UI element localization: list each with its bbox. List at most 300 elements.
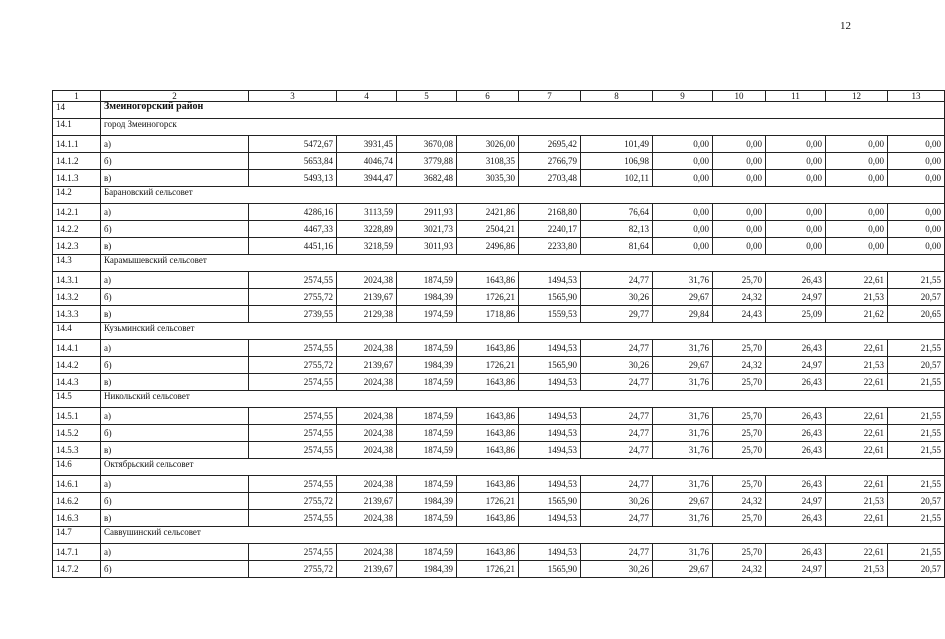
value-cell: 22,61 bbox=[826, 425, 888, 442]
value-cell: 0,00 bbox=[888, 136, 945, 153]
value-cell: 1643,86 bbox=[457, 476, 519, 493]
value-cell: 26,43 bbox=[766, 510, 826, 527]
value-cell: 21,55 bbox=[888, 425, 945, 442]
value-cell: 2024,38 bbox=[337, 476, 397, 493]
value-cell: 30,26 bbox=[581, 289, 653, 306]
row-label: в) bbox=[101, 170, 249, 187]
column-number-header: 2 bbox=[101, 91, 249, 102]
value-cell: 22,61 bbox=[826, 442, 888, 459]
row-label: в) bbox=[101, 442, 249, 459]
row-code: 14.1.2 bbox=[53, 153, 101, 170]
value-cell: 2755,72 bbox=[249, 493, 337, 510]
value-cell: 0,00 bbox=[653, 238, 713, 255]
value-cell: 0,00 bbox=[713, 204, 766, 221]
value-cell: 22,61 bbox=[826, 510, 888, 527]
district-row bbox=[53, 102, 945, 119]
value-cell: 5472,67 bbox=[249, 136, 337, 153]
row-label: в) bbox=[101, 238, 249, 255]
row-code: 14.1.3 bbox=[53, 170, 101, 187]
row-label: в) bbox=[101, 510, 249, 527]
value-cell: 1643,86 bbox=[457, 374, 519, 391]
value-cell: 1874,59 bbox=[397, 272, 457, 289]
value-cell: 24,97 bbox=[766, 561, 826, 578]
column-number-header: 9 bbox=[653, 91, 713, 102]
value-cell: 24,77 bbox=[581, 425, 653, 442]
value-cell: 31,76 bbox=[653, 408, 713, 425]
value-cell: 3026,00 bbox=[457, 136, 519, 153]
table-row bbox=[53, 136, 945, 153]
value-cell: 2695,42 bbox=[519, 136, 581, 153]
value-cell: 1726,21 bbox=[457, 493, 519, 510]
value-cell: 3944,47 bbox=[337, 170, 397, 187]
section-row bbox=[53, 187, 945, 204]
value-cell: 2139,67 bbox=[337, 357, 397, 374]
value-cell: 0,00 bbox=[888, 204, 945, 221]
row-code: 14.4.2 bbox=[53, 357, 101, 374]
value-cell: 1565,90 bbox=[519, 493, 581, 510]
value-cell: 1874,59 bbox=[397, 408, 457, 425]
value-cell: 0,00 bbox=[766, 170, 826, 187]
column-number-header: 5 bbox=[397, 91, 457, 102]
value-cell: 1974,59 bbox=[397, 306, 457, 323]
value-cell: 20,57 bbox=[888, 289, 945, 306]
table-row bbox=[53, 561, 945, 578]
value-cell: 0,00 bbox=[826, 170, 888, 187]
value-cell: 0,00 bbox=[653, 221, 713, 238]
row-label: б) bbox=[101, 561, 249, 578]
table-row bbox=[53, 340, 945, 357]
value-cell: 2024,38 bbox=[337, 425, 397, 442]
row-code: 14.7.1 bbox=[53, 544, 101, 561]
section-name: Октябрьский сельсовет bbox=[101, 459, 945, 476]
section-code: 14.6 bbox=[53, 459, 101, 476]
value-cell: 4046,74 bbox=[337, 153, 397, 170]
value-cell: 1874,59 bbox=[397, 425, 457, 442]
value-cell: 29,67 bbox=[653, 357, 713, 374]
value-cell: 20,57 bbox=[888, 357, 945, 374]
value-cell: 2024,38 bbox=[337, 544, 397, 561]
value-cell: 2739,55 bbox=[249, 306, 337, 323]
header-row bbox=[53, 91, 945, 102]
section-row bbox=[53, 255, 945, 272]
column-number-header: 12 bbox=[826, 91, 888, 102]
value-cell: 22,61 bbox=[826, 408, 888, 425]
value-cell: 21,55 bbox=[888, 544, 945, 561]
value-cell: 0,00 bbox=[713, 153, 766, 170]
row-code: 14.5.2 bbox=[53, 425, 101, 442]
column-number-header: 4 bbox=[337, 91, 397, 102]
row-label: б) bbox=[101, 221, 249, 238]
value-cell: 25,70 bbox=[713, 442, 766, 459]
district-name: Змеиногорский район bbox=[101, 102, 945, 119]
value-cell: 20,65 bbox=[888, 306, 945, 323]
row-label: б) bbox=[101, 153, 249, 170]
value-cell: 3218,59 bbox=[337, 238, 397, 255]
section-row bbox=[53, 391, 945, 408]
row-code: 14.4.3 bbox=[53, 374, 101, 391]
value-cell: 1874,59 bbox=[397, 374, 457, 391]
value-cell: 25,70 bbox=[713, 340, 766, 357]
section-code: 14.2 bbox=[53, 187, 101, 204]
value-cell: 25,70 bbox=[713, 476, 766, 493]
value-cell: 22,61 bbox=[826, 374, 888, 391]
value-cell: 101,49 bbox=[581, 136, 653, 153]
value-cell: 1494,53 bbox=[519, 374, 581, 391]
value-cell: 21,55 bbox=[888, 510, 945, 527]
value-cell: 24,77 bbox=[581, 374, 653, 391]
value-cell: 26,43 bbox=[766, 408, 826, 425]
value-cell: 21,55 bbox=[888, 272, 945, 289]
value-cell: 1494,53 bbox=[519, 544, 581, 561]
value-cell: 5653,84 bbox=[249, 153, 337, 170]
value-cell: 25,70 bbox=[713, 425, 766, 442]
section-name: город Змеиногорск bbox=[101, 119, 945, 136]
value-cell: 21,53 bbox=[826, 493, 888, 510]
value-cell: 1643,86 bbox=[457, 272, 519, 289]
value-cell: 5493,13 bbox=[249, 170, 337, 187]
value-cell: 21,55 bbox=[888, 374, 945, 391]
value-cell: 1726,21 bbox=[457, 357, 519, 374]
row-label: б) bbox=[101, 289, 249, 306]
value-cell: 2024,38 bbox=[337, 340, 397, 357]
value-cell: 30,26 bbox=[581, 561, 653, 578]
value-cell: 24,77 bbox=[581, 340, 653, 357]
table-row bbox=[53, 221, 945, 238]
value-cell: 26,43 bbox=[766, 374, 826, 391]
value-cell: 31,76 bbox=[653, 272, 713, 289]
value-cell: 24,97 bbox=[766, 357, 826, 374]
column-number-header: 8 bbox=[581, 91, 653, 102]
value-cell: 20,57 bbox=[888, 493, 945, 510]
value-cell: 1494,53 bbox=[519, 442, 581, 459]
row-code: 14.6.3 bbox=[53, 510, 101, 527]
table-row bbox=[53, 357, 945, 374]
value-cell: 2024,38 bbox=[337, 510, 397, 527]
value-cell: 0,00 bbox=[766, 204, 826, 221]
column-number-header: 11 bbox=[766, 91, 826, 102]
value-cell: 0,00 bbox=[766, 221, 826, 238]
section-name: Никольский сельсовет bbox=[101, 391, 945, 408]
row-code: 14.6.1 bbox=[53, 476, 101, 493]
value-cell: 1984,39 bbox=[397, 357, 457, 374]
value-cell: 24,77 bbox=[581, 510, 653, 527]
value-cell: 21,53 bbox=[826, 289, 888, 306]
value-cell: 1494,53 bbox=[519, 510, 581, 527]
value-cell: 2703,48 bbox=[519, 170, 581, 187]
value-cell: 4467,33 bbox=[249, 221, 337, 238]
value-cell: 1494,53 bbox=[519, 425, 581, 442]
value-cell: 81,64 bbox=[581, 238, 653, 255]
row-label: в) bbox=[101, 374, 249, 391]
row-label: а) bbox=[101, 476, 249, 493]
row-label: а) bbox=[101, 408, 249, 425]
value-cell: 2574,55 bbox=[249, 272, 337, 289]
value-cell: 26,43 bbox=[766, 442, 826, 459]
value-cell: 1565,90 bbox=[519, 289, 581, 306]
value-cell: 0,00 bbox=[888, 170, 945, 187]
value-cell: 3931,45 bbox=[337, 136, 397, 153]
table-row bbox=[53, 425, 945, 442]
row-code: 14.2.1 bbox=[53, 204, 101, 221]
value-cell: 31,76 bbox=[653, 340, 713, 357]
value-cell: 1874,59 bbox=[397, 442, 457, 459]
row-label: б) bbox=[101, 493, 249, 510]
row-label: б) bbox=[101, 357, 249, 374]
value-cell: 2024,38 bbox=[337, 442, 397, 459]
value-cell: 29,67 bbox=[653, 561, 713, 578]
row-code: 14.3.3 bbox=[53, 306, 101, 323]
value-cell: 2240,17 bbox=[519, 221, 581, 238]
value-cell: 1494,53 bbox=[519, 408, 581, 425]
value-cell: 22,61 bbox=[826, 340, 888, 357]
value-cell: 3021,73 bbox=[397, 221, 457, 238]
value-cell: 20,57 bbox=[888, 561, 945, 578]
value-cell: 1874,59 bbox=[397, 544, 457, 561]
table-row bbox=[53, 238, 945, 255]
value-cell: 2574,55 bbox=[249, 340, 337, 357]
value-cell: 0,00 bbox=[653, 153, 713, 170]
value-cell: 21,53 bbox=[826, 561, 888, 578]
value-cell: 30,26 bbox=[581, 493, 653, 510]
section-code: 14.1 bbox=[53, 119, 101, 136]
value-cell: 31,76 bbox=[653, 442, 713, 459]
table-row bbox=[53, 204, 945, 221]
value-cell: 0,00 bbox=[653, 170, 713, 187]
value-cell: 0,00 bbox=[888, 153, 945, 170]
value-cell: 1726,21 bbox=[457, 289, 519, 306]
value-cell: 1494,53 bbox=[519, 340, 581, 357]
table-row bbox=[53, 272, 945, 289]
value-cell: 22,61 bbox=[826, 544, 888, 561]
value-cell: 21,55 bbox=[888, 340, 945, 357]
value-cell: 1874,59 bbox=[397, 476, 457, 493]
value-cell: 0,00 bbox=[826, 153, 888, 170]
value-cell: 0,00 bbox=[766, 136, 826, 153]
table-row bbox=[53, 493, 945, 510]
value-cell: 2139,67 bbox=[337, 289, 397, 306]
section-code: 14.3 bbox=[53, 255, 101, 272]
section-name: Карамышевский сельсовет bbox=[101, 255, 945, 272]
value-cell: 2024,38 bbox=[337, 408, 397, 425]
value-cell: 26,43 bbox=[766, 476, 826, 493]
value-cell: 24,77 bbox=[581, 272, 653, 289]
value-cell: 24,32 bbox=[713, 493, 766, 510]
value-cell: 0,00 bbox=[713, 170, 766, 187]
row-code: 14.5.3 bbox=[53, 442, 101, 459]
value-cell: 2755,72 bbox=[249, 357, 337, 374]
value-cell: 2574,55 bbox=[249, 510, 337, 527]
value-cell: 3670,08 bbox=[397, 136, 457, 153]
value-cell: 4286,16 bbox=[249, 204, 337, 221]
value-cell: 31,76 bbox=[653, 425, 713, 442]
value-cell: 1643,86 bbox=[457, 544, 519, 561]
value-cell: 24,77 bbox=[581, 442, 653, 459]
value-cell: 1494,53 bbox=[519, 272, 581, 289]
value-cell: 0,00 bbox=[653, 136, 713, 153]
value-cell: 29,67 bbox=[653, 289, 713, 306]
value-cell: 0,00 bbox=[826, 221, 888, 238]
section-row bbox=[53, 119, 945, 136]
row-label: а) bbox=[101, 204, 249, 221]
row-code: 14.3.2 bbox=[53, 289, 101, 306]
value-cell: 2139,67 bbox=[337, 493, 397, 510]
value-cell: 2574,55 bbox=[249, 374, 337, 391]
row-code: 14.5.1 bbox=[53, 408, 101, 425]
value-cell: 1494,53 bbox=[519, 476, 581, 493]
section-row bbox=[53, 527, 945, 544]
value-cell: 26,43 bbox=[766, 272, 826, 289]
value-cell: 31,76 bbox=[653, 374, 713, 391]
value-cell: 0,00 bbox=[713, 221, 766, 238]
value-cell: 31,76 bbox=[653, 476, 713, 493]
value-cell: 31,76 bbox=[653, 544, 713, 561]
value-cell: 0,00 bbox=[826, 238, 888, 255]
value-cell: 4451,16 bbox=[249, 238, 337, 255]
value-cell: 2755,72 bbox=[249, 289, 337, 306]
value-cell: 2574,55 bbox=[249, 442, 337, 459]
table-row bbox=[53, 510, 945, 527]
value-cell: 2139,67 bbox=[337, 561, 397, 578]
tariff-table bbox=[52, 90, 945, 578]
value-cell: 24,77 bbox=[581, 476, 653, 493]
value-cell: 0,00 bbox=[826, 204, 888, 221]
column-number-header: 3 bbox=[249, 91, 337, 102]
value-cell: 2024,38 bbox=[337, 272, 397, 289]
value-cell: 1565,90 bbox=[519, 357, 581, 374]
value-cell: 0,00 bbox=[826, 136, 888, 153]
value-cell: 25,70 bbox=[713, 374, 766, 391]
value-cell: 29,67 bbox=[653, 493, 713, 510]
value-cell: 30,26 bbox=[581, 357, 653, 374]
value-cell: 1643,86 bbox=[457, 340, 519, 357]
value-cell: 2496,86 bbox=[457, 238, 519, 255]
row-label: б) bbox=[101, 425, 249, 442]
section-code: 14.7 bbox=[53, 527, 101, 544]
column-number-header: 1 bbox=[53, 91, 101, 102]
value-cell: 3108,35 bbox=[457, 153, 519, 170]
value-cell: 1565,90 bbox=[519, 561, 581, 578]
value-cell: 21,62 bbox=[826, 306, 888, 323]
table-row bbox=[53, 374, 945, 391]
value-cell: 24,32 bbox=[713, 561, 766, 578]
row-label: а) bbox=[101, 544, 249, 561]
table-row bbox=[53, 170, 945, 187]
section-code: 14.5 bbox=[53, 391, 101, 408]
page-number: 12 bbox=[840, 20, 851, 32]
value-cell: 21,55 bbox=[888, 442, 945, 459]
column-number-header: 10 bbox=[713, 91, 766, 102]
value-cell: 3779,88 bbox=[397, 153, 457, 170]
value-cell: 26,43 bbox=[766, 340, 826, 357]
value-cell: 1874,59 bbox=[397, 340, 457, 357]
value-cell: 1643,86 bbox=[457, 408, 519, 425]
value-cell: 0,00 bbox=[766, 153, 826, 170]
row-code: 14.7.2 bbox=[53, 561, 101, 578]
row-label: в) bbox=[101, 306, 249, 323]
value-cell: 2233,80 bbox=[519, 238, 581, 255]
value-cell: 24,97 bbox=[766, 493, 826, 510]
value-cell: 1984,39 bbox=[397, 561, 457, 578]
table-body bbox=[53, 91, 945, 578]
value-cell: 1643,86 bbox=[457, 442, 519, 459]
value-cell: 1984,39 bbox=[397, 289, 457, 306]
value-cell: 24,77 bbox=[581, 544, 653, 561]
value-cell: 2574,55 bbox=[249, 544, 337, 561]
value-cell: 25,09 bbox=[766, 306, 826, 323]
row-label: а) bbox=[101, 272, 249, 289]
table-row bbox=[53, 306, 945, 323]
value-cell: 2129,38 bbox=[337, 306, 397, 323]
section-name: Кузьминский сельсовет bbox=[101, 323, 945, 340]
row-code: 14.2.3 bbox=[53, 238, 101, 255]
value-cell: 21,55 bbox=[888, 476, 945, 493]
value-cell: 0,00 bbox=[888, 221, 945, 238]
section-name: Барановский сельсовет bbox=[101, 187, 945, 204]
value-cell: 2421,86 bbox=[457, 204, 519, 221]
value-cell: 24,32 bbox=[713, 289, 766, 306]
table-row bbox=[53, 289, 945, 306]
value-cell: 1984,39 bbox=[397, 493, 457, 510]
table-row bbox=[53, 442, 945, 459]
value-cell: 25,70 bbox=[713, 272, 766, 289]
value-cell: 106,98 bbox=[581, 153, 653, 170]
value-cell: 2574,55 bbox=[249, 408, 337, 425]
value-cell: 26,43 bbox=[766, 425, 826, 442]
value-cell: 1718,86 bbox=[457, 306, 519, 323]
value-cell: 24,43 bbox=[713, 306, 766, 323]
value-cell: 82,13 bbox=[581, 221, 653, 238]
value-cell: 2168,80 bbox=[519, 204, 581, 221]
row-code: 14.6.2 bbox=[53, 493, 101, 510]
value-cell: 1726,21 bbox=[457, 561, 519, 578]
value-cell: 0,00 bbox=[766, 238, 826, 255]
value-cell: 24,32 bbox=[713, 357, 766, 374]
table-row bbox=[53, 544, 945, 561]
value-cell: 2024,38 bbox=[337, 374, 397, 391]
value-cell: 2574,55 bbox=[249, 425, 337, 442]
value-cell: 2504,21 bbox=[457, 221, 519, 238]
section-name: Саввушинский сельсовет bbox=[101, 527, 945, 544]
value-cell: 3228,89 bbox=[337, 221, 397, 238]
value-cell: 0,00 bbox=[888, 238, 945, 255]
value-cell: 2574,55 bbox=[249, 476, 337, 493]
value-cell: 29,84 bbox=[653, 306, 713, 323]
section-row bbox=[53, 459, 945, 476]
value-cell: 1874,59 bbox=[397, 510, 457, 527]
value-cell: 25,70 bbox=[713, 510, 766, 527]
value-cell: 3011,93 bbox=[397, 238, 457, 255]
value-cell: 26,43 bbox=[766, 544, 826, 561]
value-cell: 22,61 bbox=[826, 476, 888, 493]
value-cell: 21,55 bbox=[888, 408, 945, 425]
value-cell: 3113,59 bbox=[337, 204, 397, 221]
row-label: а) bbox=[101, 136, 249, 153]
value-cell: 3035,30 bbox=[457, 170, 519, 187]
row-code: 14.1.1 bbox=[53, 136, 101, 153]
value-cell: 0,00 bbox=[713, 238, 766, 255]
row-code: 14.4.1 bbox=[53, 340, 101, 357]
section-code: 14.4 bbox=[53, 323, 101, 340]
value-cell: 24,77 bbox=[581, 408, 653, 425]
value-cell: 76,64 bbox=[581, 204, 653, 221]
column-number-header: 7 bbox=[519, 91, 581, 102]
value-cell: 0,00 bbox=[653, 204, 713, 221]
column-number-header: 13 bbox=[888, 91, 945, 102]
value-cell: 24,97 bbox=[766, 289, 826, 306]
value-cell: 102,11 bbox=[581, 170, 653, 187]
section-row bbox=[53, 323, 945, 340]
value-cell: 2755,72 bbox=[249, 561, 337, 578]
